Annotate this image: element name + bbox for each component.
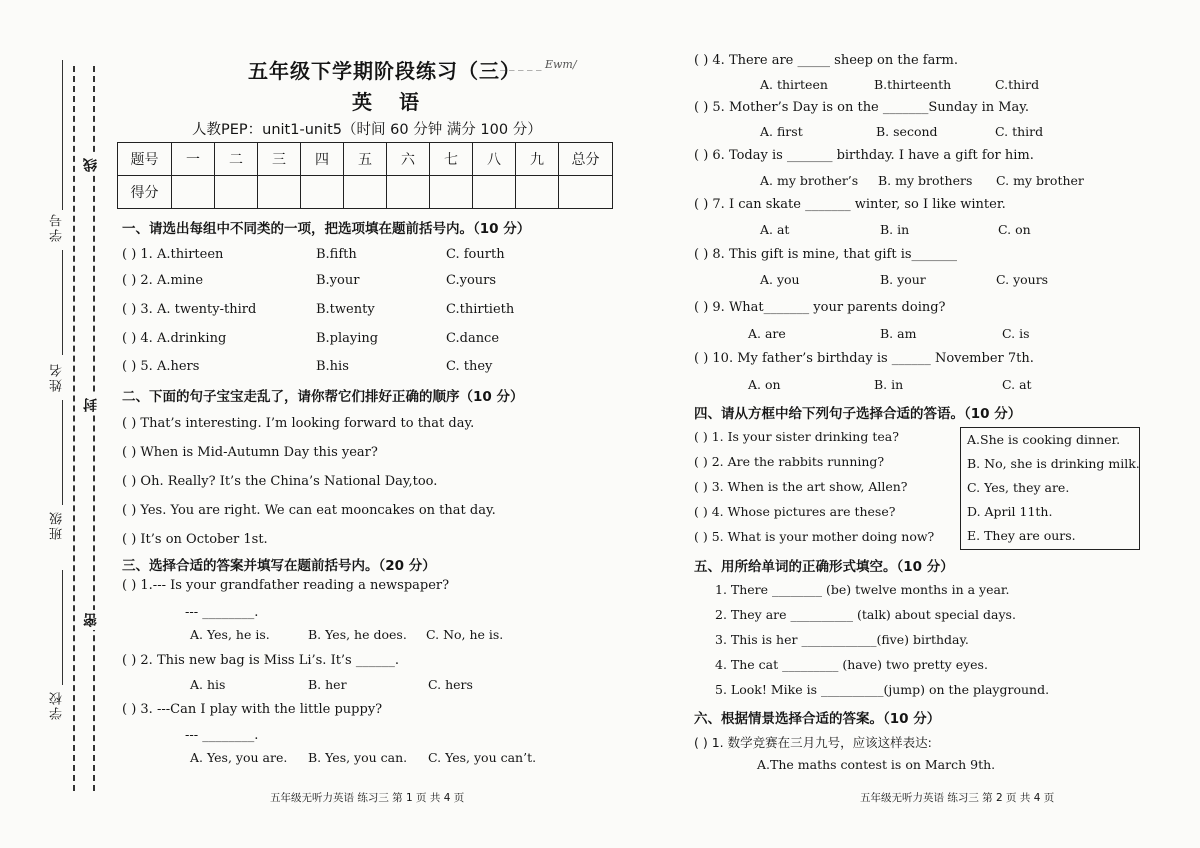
s1-q4[interactable]: ( ) 4. A.drinking bbox=[122, 331, 227, 346]
answer-option-b: B. No, she is drinking milk. bbox=[967, 456, 1140, 471]
s3-q3-b: B. Yes, you can. bbox=[308, 750, 408, 765]
exam-title: 五年级下学期阶段练习（三） bbox=[248, 59, 521, 83]
score-cell-9: 九 bbox=[516, 143, 559, 176]
s3-q5-a: A. first bbox=[760, 124, 803, 139]
s3-q6-b: B. my brothers bbox=[878, 173, 973, 188]
s3-q3-c: C. Yes, you can’t. bbox=[428, 750, 537, 765]
s3-q4[interactable]: ( ) 4. There are _____ sheep on the farm. bbox=[694, 53, 959, 68]
class-label: 班级 bbox=[50, 510, 65, 540]
s3-q1-c: C. No, he is. bbox=[426, 627, 504, 642]
section2-heading: 二、下面的句子宝宝走乱了，请你帮它们排好正确的顺序（10 分） bbox=[122, 389, 524, 405]
s3-q8-b: B. your bbox=[880, 272, 926, 287]
s3-q9-b: B. am bbox=[880, 326, 917, 341]
s1-q4-b: B.playing bbox=[316, 331, 379, 346]
score-cell-5: 五 bbox=[344, 143, 387, 176]
s4-item-3[interactable]: ( ) 3. When is the art show, Allen? bbox=[694, 479, 908, 494]
section5-heading: 五、用所给单词的正确形式填空。（10 分） bbox=[694, 559, 954, 575]
score-input[interactable] bbox=[344, 176, 387, 209]
s3-q3-a: A. Yes, you are. bbox=[190, 750, 288, 765]
student-id-label: 学号 bbox=[50, 212, 65, 242]
s3-q3-blank: --- ________. bbox=[185, 728, 259, 743]
s1-q2[interactable]: ( ) 2. A.mine bbox=[122, 273, 204, 288]
s2-item-5[interactable]: ( ) It’s on October 1st. bbox=[122, 532, 268, 547]
score-input[interactable] bbox=[473, 176, 516, 209]
s3-q7-a: A. at bbox=[760, 222, 790, 237]
name-label: 姓名 bbox=[50, 362, 65, 392]
section1-heading: 一、请选出每组中不同类的一项，把选项填在题前括号内。（10 分） bbox=[122, 221, 531, 237]
s3-q9-c: C. is bbox=[1002, 326, 1030, 341]
score-input-total[interactable] bbox=[559, 176, 613, 209]
s3-q4-c: C.third bbox=[995, 77, 1040, 92]
s3-q1-blank: --- ________. bbox=[185, 605, 259, 620]
s3-q2-b: B. her bbox=[308, 677, 347, 692]
footer-left: 五年级无听力英语 练习三 第 1 页 共 4 页 bbox=[270, 792, 465, 804]
s1-q1-c: C. fourth bbox=[446, 247, 505, 262]
s5-item-5[interactable]: 5. Look! Mike is __________(jump) on the playground. bbox=[715, 682, 1050, 697]
binding-dashed-line-outer bbox=[73, 66, 75, 791]
s3-q10-c: C. at bbox=[1002, 377, 1032, 392]
answer-option-e: E. They are ours. bbox=[967, 528, 1076, 543]
s3-q5[interactable]: ( ) 5. Mother’s Day is on the _______Sunday in May. bbox=[694, 100, 1030, 115]
s1-q3[interactable]: ( ) 3. A. twenty-third bbox=[122, 302, 257, 317]
s2-item-3[interactable]: ( ) Oh. Really? It’s the China’s National Day,too. bbox=[122, 474, 438, 489]
score-input[interactable] bbox=[387, 176, 430, 209]
s3-q5-c: C. third bbox=[995, 124, 1044, 139]
s4-item-4[interactable]: ( ) 4. Whose pictures are these? bbox=[694, 504, 896, 519]
s1-q1-b: B.fifth bbox=[316, 247, 357, 262]
s1-q5-b: B.his bbox=[316, 359, 349, 374]
s3-q1-b: B. Yes, he does. bbox=[308, 627, 407, 642]
s4-item-1[interactable]: ( ) 1. Is your sister drinking tea? bbox=[694, 429, 899, 444]
s1-q1[interactable]: ( ) 1. A.thirteen bbox=[122, 247, 224, 262]
score-table-header-row bbox=[118, 143, 613, 176]
score-input[interactable] bbox=[172, 176, 215, 209]
seal-char-xian: 线 bbox=[81, 155, 101, 175]
s3-q1[interactable]: ( ) 1.--- Is your grandfather reading a newspaper? bbox=[122, 578, 450, 593]
s3-q4-a: A. thirteen bbox=[760, 77, 828, 92]
section3-heading: 三、选择合适的答案并填写在题前括号内。（20 分） bbox=[122, 558, 436, 574]
class-field[interactable] bbox=[62, 400, 63, 505]
score-input[interactable] bbox=[215, 176, 258, 209]
s3-q1-a: A. Yes, he is. bbox=[190, 627, 270, 642]
score-input[interactable] bbox=[301, 176, 344, 209]
s3-q7[interactable]: ( ) 7. I can skate _______ winter, so I like winter. bbox=[694, 197, 1006, 212]
s5-item-4[interactable]: 4. The cat _________ (have) two pretty eyes. bbox=[715, 657, 988, 672]
s2-item-2[interactable]: ( ) When is Mid-Autumn Day this year? bbox=[122, 445, 378, 460]
s3-q2[interactable]: ( ) 2. This new bag is Miss Li’s. It’s ______. bbox=[122, 653, 399, 668]
s1-q3-c: C.thirtieth bbox=[446, 302, 515, 317]
score-cell-2: 二 bbox=[215, 143, 258, 176]
s5-item-2[interactable]: 2. They are __________ (talk) about special days. bbox=[715, 607, 1016, 622]
score-cell-6: 六 bbox=[387, 143, 430, 176]
section4-heading: 四、请从方框中给下列句子选择合适的答语。（10 分） bbox=[694, 406, 1022, 422]
s1-q2-b: B.your bbox=[316, 273, 360, 288]
answer-option-a: A.She is cooking dinner. bbox=[967, 432, 1121, 447]
s1-q5[interactable]: ( ) 5. A.hers bbox=[122, 359, 200, 374]
answer-option-c: C. Yes, they are. bbox=[967, 480, 1070, 495]
exam-info: 人教PEP：unit1-unit5（时间 60 分钟 满分 100 分） bbox=[192, 122, 542, 138]
score-cell-7: 七 bbox=[430, 143, 473, 176]
s3-q3[interactable]: ( ) 3. ---Can I play with the little puppy? bbox=[122, 702, 383, 717]
name-field[interactable] bbox=[62, 250, 63, 355]
school-label: 学校 bbox=[50, 690, 65, 720]
score-input[interactable] bbox=[258, 176, 301, 209]
answer-option-d: D. April 11th. bbox=[967, 504, 1053, 519]
s3-q8[interactable]: ( ) 8. This gift is mine, that gift is_______ bbox=[694, 247, 958, 262]
s3-q10-a: A. on bbox=[748, 377, 781, 392]
s3-q6[interactable]: ( ) 6. Today is _______ birthday. I have a gift for him. bbox=[694, 148, 1034, 163]
s3-q9[interactable]: ( ) 9. What_______ your parents doing? bbox=[694, 300, 946, 315]
s4-item-5[interactable]: ( ) 5. What is your mother doing now? bbox=[694, 529, 935, 544]
s4-item-2[interactable]: ( ) 2. Are the rabbits running? bbox=[694, 454, 885, 469]
s3-q6-a: A. my brother’s bbox=[760, 173, 859, 188]
score-input[interactable] bbox=[516, 176, 559, 209]
s3-q7-c: C. on bbox=[998, 222, 1031, 237]
score-cell-4: 四 bbox=[301, 143, 344, 176]
s3-q9-a: A. are bbox=[748, 326, 786, 341]
subject-title: 英 语 bbox=[352, 90, 429, 114]
s3-q5-b: B. second bbox=[876, 124, 938, 139]
score-table-score-row bbox=[118, 176, 613, 209]
s3-q6-c: C. my brother bbox=[996, 173, 1084, 188]
s5-item-3[interactable]: 3. This is her ____________(five) birthday. bbox=[715, 632, 969, 647]
s1-q5-c: C. they bbox=[446, 359, 493, 374]
s2-item-4[interactable]: ( ) Yes. You are right. We can eat mooncakes on that day. bbox=[122, 503, 496, 518]
s6-q1-a: A.The maths contest is on March 9th. bbox=[757, 757, 996, 772]
s3-q2-a: A. his bbox=[190, 677, 226, 692]
score-cell-label: 题号 bbox=[118, 143, 172, 176]
s3-q10-b: B. in bbox=[874, 377, 904, 392]
s3-q8-a: A. you bbox=[760, 272, 800, 287]
student-id-field[interactable] bbox=[62, 60, 63, 210]
s1-q3-b: B.twenty bbox=[316, 302, 375, 317]
seal-char-feng: 封 bbox=[81, 395, 101, 415]
score-input[interactable] bbox=[430, 176, 473, 209]
score-cell-8: 八 bbox=[473, 143, 516, 176]
score-cell-total: 总分 bbox=[559, 143, 613, 176]
s3-q8-c: C. yours bbox=[996, 272, 1049, 287]
section6-heading: 六、根据情景选择合适的答案。（10 分） bbox=[694, 711, 941, 727]
score-cell-3: 三 bbox=[258, 143, 301, 176]
footer-right: 五年级无听力英语 练习三 第 2 页 共 4 页 bbox=[860, 792, 1055, 804]
answer-box bbox=[960, 427, 1140, 550]
s1-q2-c: C.yours bbox=[446, 273, 497, 288]
score-row-label: 得分 bbox=[118, 176, 172, 209]
s3-q7-b: B. in bbox=[880, 222, 910, 237]
s5-item-1[interactable]: 1. There ________ (be) twelve months in a year. bbox=[715, 582, 1010, 597]
s3-q10[interactable]: ( ) 10. My father’s birthday is ______ November 7th. bbox=[694, 351, 1034, 366]
s2-item-1[interactable]: ( ) That’s interesting. I’m looking forward to that day. bbox=[122, 416, 475, 431]
title-scribble: _ _ _ _ _ Ewm/ bbox=[500, 58, 577, 71]
s3-q4-b: B.thirteenth bbox=[874, 77, 952, 92]
s6-q1[interactable]: ( ) 1. 数学竞赛在三月九号，应该这样表达: bbox=[694, 735, 932, 750]
s1-q4-c: C.dance bbox=[446, 331, 500, 346]
school-field[interactable] bbox=[62, 570, 63, 685]
score-table bbox=[117, 142, 613, 209]
score-cell-1: 一 bbox=[172, 143, 215, 176]
seal-char-mi: 密 bbox=[81, 610, 101, 630]
s3-q2-c: C. hers bbox=[428, 677, 473, 692]
